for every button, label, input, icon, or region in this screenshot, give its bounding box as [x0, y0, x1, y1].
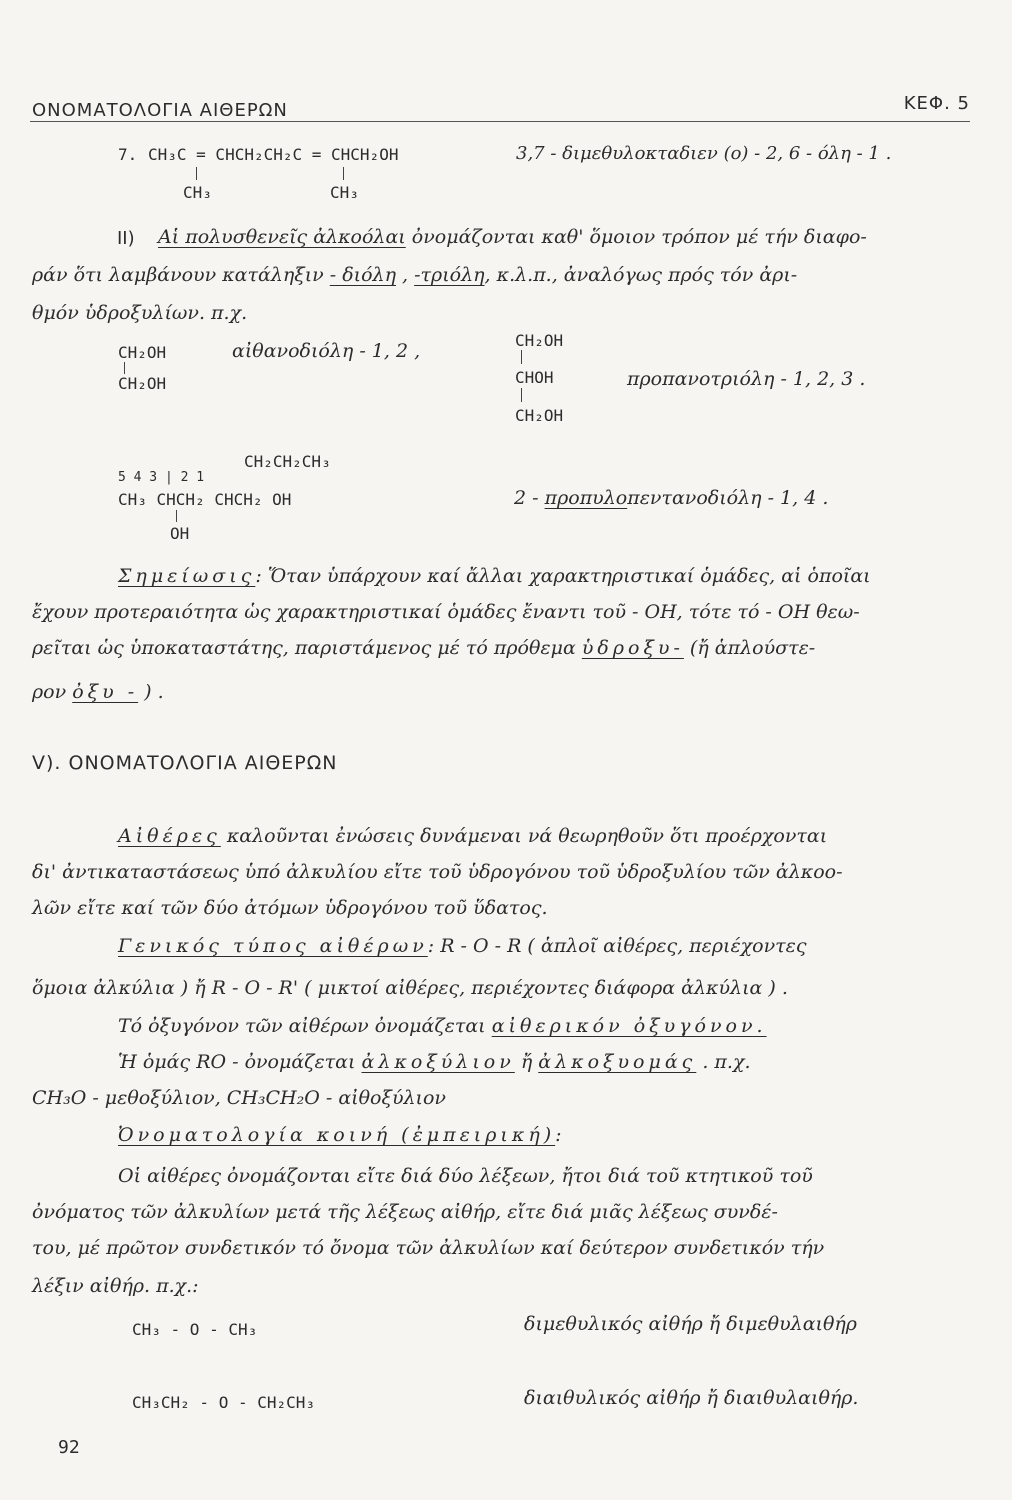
note-line4-a: ρον	[32, 681, 73, 703]
note-line3	[32, 637, 815, 659]
nomenclature-colon: :	[555, 1124, 562, 1146]
polyols-line2-a: ράν ὅτι λαμβάνουν κατάληξιν	[32, 264, 330, 286]
general-formula-line2: ὅμοια ἀλκύλια ) ἤ R - O - R' ( μικτοί αἰθέρες, περιέχοντες διάφορα ἀλκύλια ) .	[32, 977, 788, 999]
alkoxy-pre: Ἡ ὁμάς RO - ὀνομάζεται	[118, 1051, 362, 1073]
pentanediol-name-post: πεντανοδιόλη - 1, 4 .	[627, 487, 829, 509]
ethers-line1	[118, 825, 827, 847]
ethers-line2: δι' ἀντικαταστάσεως ὑπό ἀλκυλίου εἴτε τοῦ ὑδρογόνου τοῦ ὑδροξυλίου τῶν ἀλκοο-	[32, 861, 843, 883]
ethereal-oxygen-term: αἰθερικόν ὀξυγόνον.	[491, 1015, 767, 1037]
polyols-line3: θμόν ὑδροξυλίων. π.χ.	[32, 302, 248, 324]
example2-name: διαιθυλικός αἰθήρ ἤ διαιθυλαιθήρ.	[524, 1387, 859, 1409]
oxygen-pre: Τό ὀξυγόνον τῶν αἰθέρων ὀνομάζεται	[118, 1015, 492, 1037]
prefix-hydroxy: ὑδροξυ-	[581, 637, 684, 659]
note-line1-text: : Ὅταν ὑπάρχουν καί ἄλλαι χαρακτηριστικαί ὁμάδες, αἱ ὁποῖαι	[255, 565, 871, 587]
propanetriol-f3: CH₂OH	[515, 406, 564, 425]
item7-formula: CH₃C = CHCH₂CH₂C = CHCH₂OH	[148, 145, 399, 164]
ethanediol-name: αἰθανοδιόλη - 1, 2 ,	[232, 340, 421, 362]
page-number: 92	[58, 1437, 80, 1458]
note-line2: ἔχουν προτεραιότητα ὡς χαρακτηριστικαί ὁμάδες ἔναντι τοῦ - OH, τότε τό - OH θεω-	[32, 601, 860, 623]
ethers-term: Αἰθέρες	[118, 825, 221, 847]
ethers-line3: λῶν εἴτε καί τῶν δύο ἀτόμων ὑδρογόνου τοῦ ὕδατος.	[32, 897, 548, 919]
item7-sub-right: CH₃	[330, 183, 359, 202]
note-label: Σημείωσις	[118, 565, 256, 587]
suffix-triol: -τριόλη	[414, 264, 485, 286]
pentanediol-name-pre: 2 -	[514, 487, 545, 509]
pentanediol-oh: OH	[170, 524, 190, 543]
alkoxy-or: ἤ	[514, 1051, 539, 1073]
example1-formula: CH₃ - O - CH₃	[132, 1320, 258, 1339]
note-line3-b: (ἤ ἁπλούστε-	[683, 637, 816, 659]
suffix-diol: - διόλη	[329, 264, 396, 286]
alkoxy-examples: CH₃O - μεθοξύλιον, CH₃CH₂O - αἰθοξύλιον	[32, 1087, 446, 1109]
alkoxy-post: . π.χ.	[696, 1051, 751, 1073]
example2-formula: CH₃CH₂ - O - CH₂CH₃	[132, 1393, 316, 1412]
polyols-intro-text: ὀνομάζονται καθ' ὅμοιον τρόπον μέ τήν διαφο-	[405, 226, 867, 248]
polyols-line2	[32, 264, 797, 286]
note-line4-b: ) .	[138, 681, 164, 703]
nomenclature-heading-line	[118, 1124, 562, 1146]
pentanediol-main: CH₃ CHCH₂ CHCH₂ OH	[118, 490, 292, 509]
pentanediol-numbers: 5 4 3 | 2 1	[118, 470, 205, 485]
pentanediol-bond	[176, 510, 177, 522]
pentanediol-name	[514, 487, 828, 509]
nomenclature-line4: λέξιν αἰθήρ. π.χ.:	[32, 1275, 199, 1297]
header-rule	[30, 121, 970, 122]
polyols-intro	[158, 226, 867, 248]
item7-sub-left: CH₃	[183, 183, 212, 202]
oxygen-line	[118, 1015, 767, 1037]
example1-name: διμεθυλικός αἰθήρ ἤ διμεθυλαιθήρ	[524, 1313, 857, 1335]
ethanediol-f2: CH₂OH	[118, 374, 167, 393]
note-line3-a: ρεῖται ὡς ὑποκαταστάτης, παριστάμενος μέ τό πρόθεμα	[32, 637, 582, 659]
general-formula-line1	[118, 935, 807, 957]
polyols-term: Αἱ πολυσθενεῖς ἀλκοόλαι	[158, 226, 406, 248]
chapter-label: ΚΕΦ. 5	[903, 93, 970, 114]
alkoxy-line	[118, 1051, 751, 1073]
item7-name: 3,7 - διμεθυλοκταδιεν (ο) - 2, 6 - όλη - 1 .	[516, 143, 892, 164]
general-formula-label: Γενικός τύπος αἰθέρων	[118, 935, 428, 957]
nomenclature-line3: του, μέ πρῶτον συνδετικόν τό ὄνομα τῶν ἀλκυλίων καί δεύτερον συνδετικόν τήν	[32, 1237, 825, 1259]
nomenclature-line1: Οἱ αἰθέρες ὀνομάζονται εἴτε διά δύο λέξεων, ἤτοι διά τοῦ κτητικοῦ τοῦ	[118, 1165, 813, 1187]
item7-bond-right	[343, 167, 344, 180]
pentanediol-branch: CH₂CH₂CH₃	[244, 452, 331, 471]
pentanediol-name-propyl: προπυλο	[544, 487, 628, 509]
section-v-heading: V). ΟΝΟΜΑΤΟΛΟΓΙΑ ΑΙΘΕΡΩΝ	[32, 752, 338, 774]
propanetriol-f2: CHOH	[515, 368, 554, 387]
header-title: ΟΝΟΜΑΤΟΛΟΓΙΑ ΑΙΘΕΡΩΝ	[32, 100, 288, 121]
note-line1	[118, 565, 871, 587]
nomenclature-heading: Ὀνοματολογία κοινή (ἐμπειρική)	[118, 1124, 556, 1146]
nomenclature-line2: ὀνόματος τῶν ἀλκυλίων μετά τῆς λέξεως αἰθήρ, εἴτε διά μιᾶς λέξεως συνδέ-	[32, 1201, 778, 1223]
alkoxy-term2: ἀλκοξυομάς	[538, 1051, 697, 1073]
polyols-line2-b: , κ.λ.π., ἀναλόγως πρός τόν ἀρι-	[484, 264, 798, 286]
propanetriol-bond1	[521, 350, 522, 364]
item7-number: 7.	[118, 145, 138, 164]
ethers-line1-text: καλοῦνται ἐνώσεις δυνάμεναι νά θεωρηθοῦν ὅτι προέρχονται	[220, 825, 828, 847]
item7-bond-left	[196, 167, 197, 180]
prefix-oxy: ὀξυ -	[72, 681, 139, 703]
section-ii-label: II)	[117, 228, 135, 249]
propanetriol-bond2	[521, 388, 522, 402]
alkoxy-term1: ἀλκοξύλιον	[361, 1051, 515, 1073]
note-line4	[32, 681, 164, 703]
polyols-sep: ,	[395, 264, 415, 286]
propanetriol-f1: CH₂OH	[515, 331, 564, 350]
general-formula-text: : R - O - R ( ἁπλοῖ αἰθέρες, περιέχοντες	[427, 935, 807, 957]
propanetriol-name: προπανοτριόλη - 1, 2, 3 .	[627, 368, 866, 390]
ethanediol-bond	[124, 362, 125, 374]
ethanediol-f1: CH₂OH	[118, 343, 167, 362]
